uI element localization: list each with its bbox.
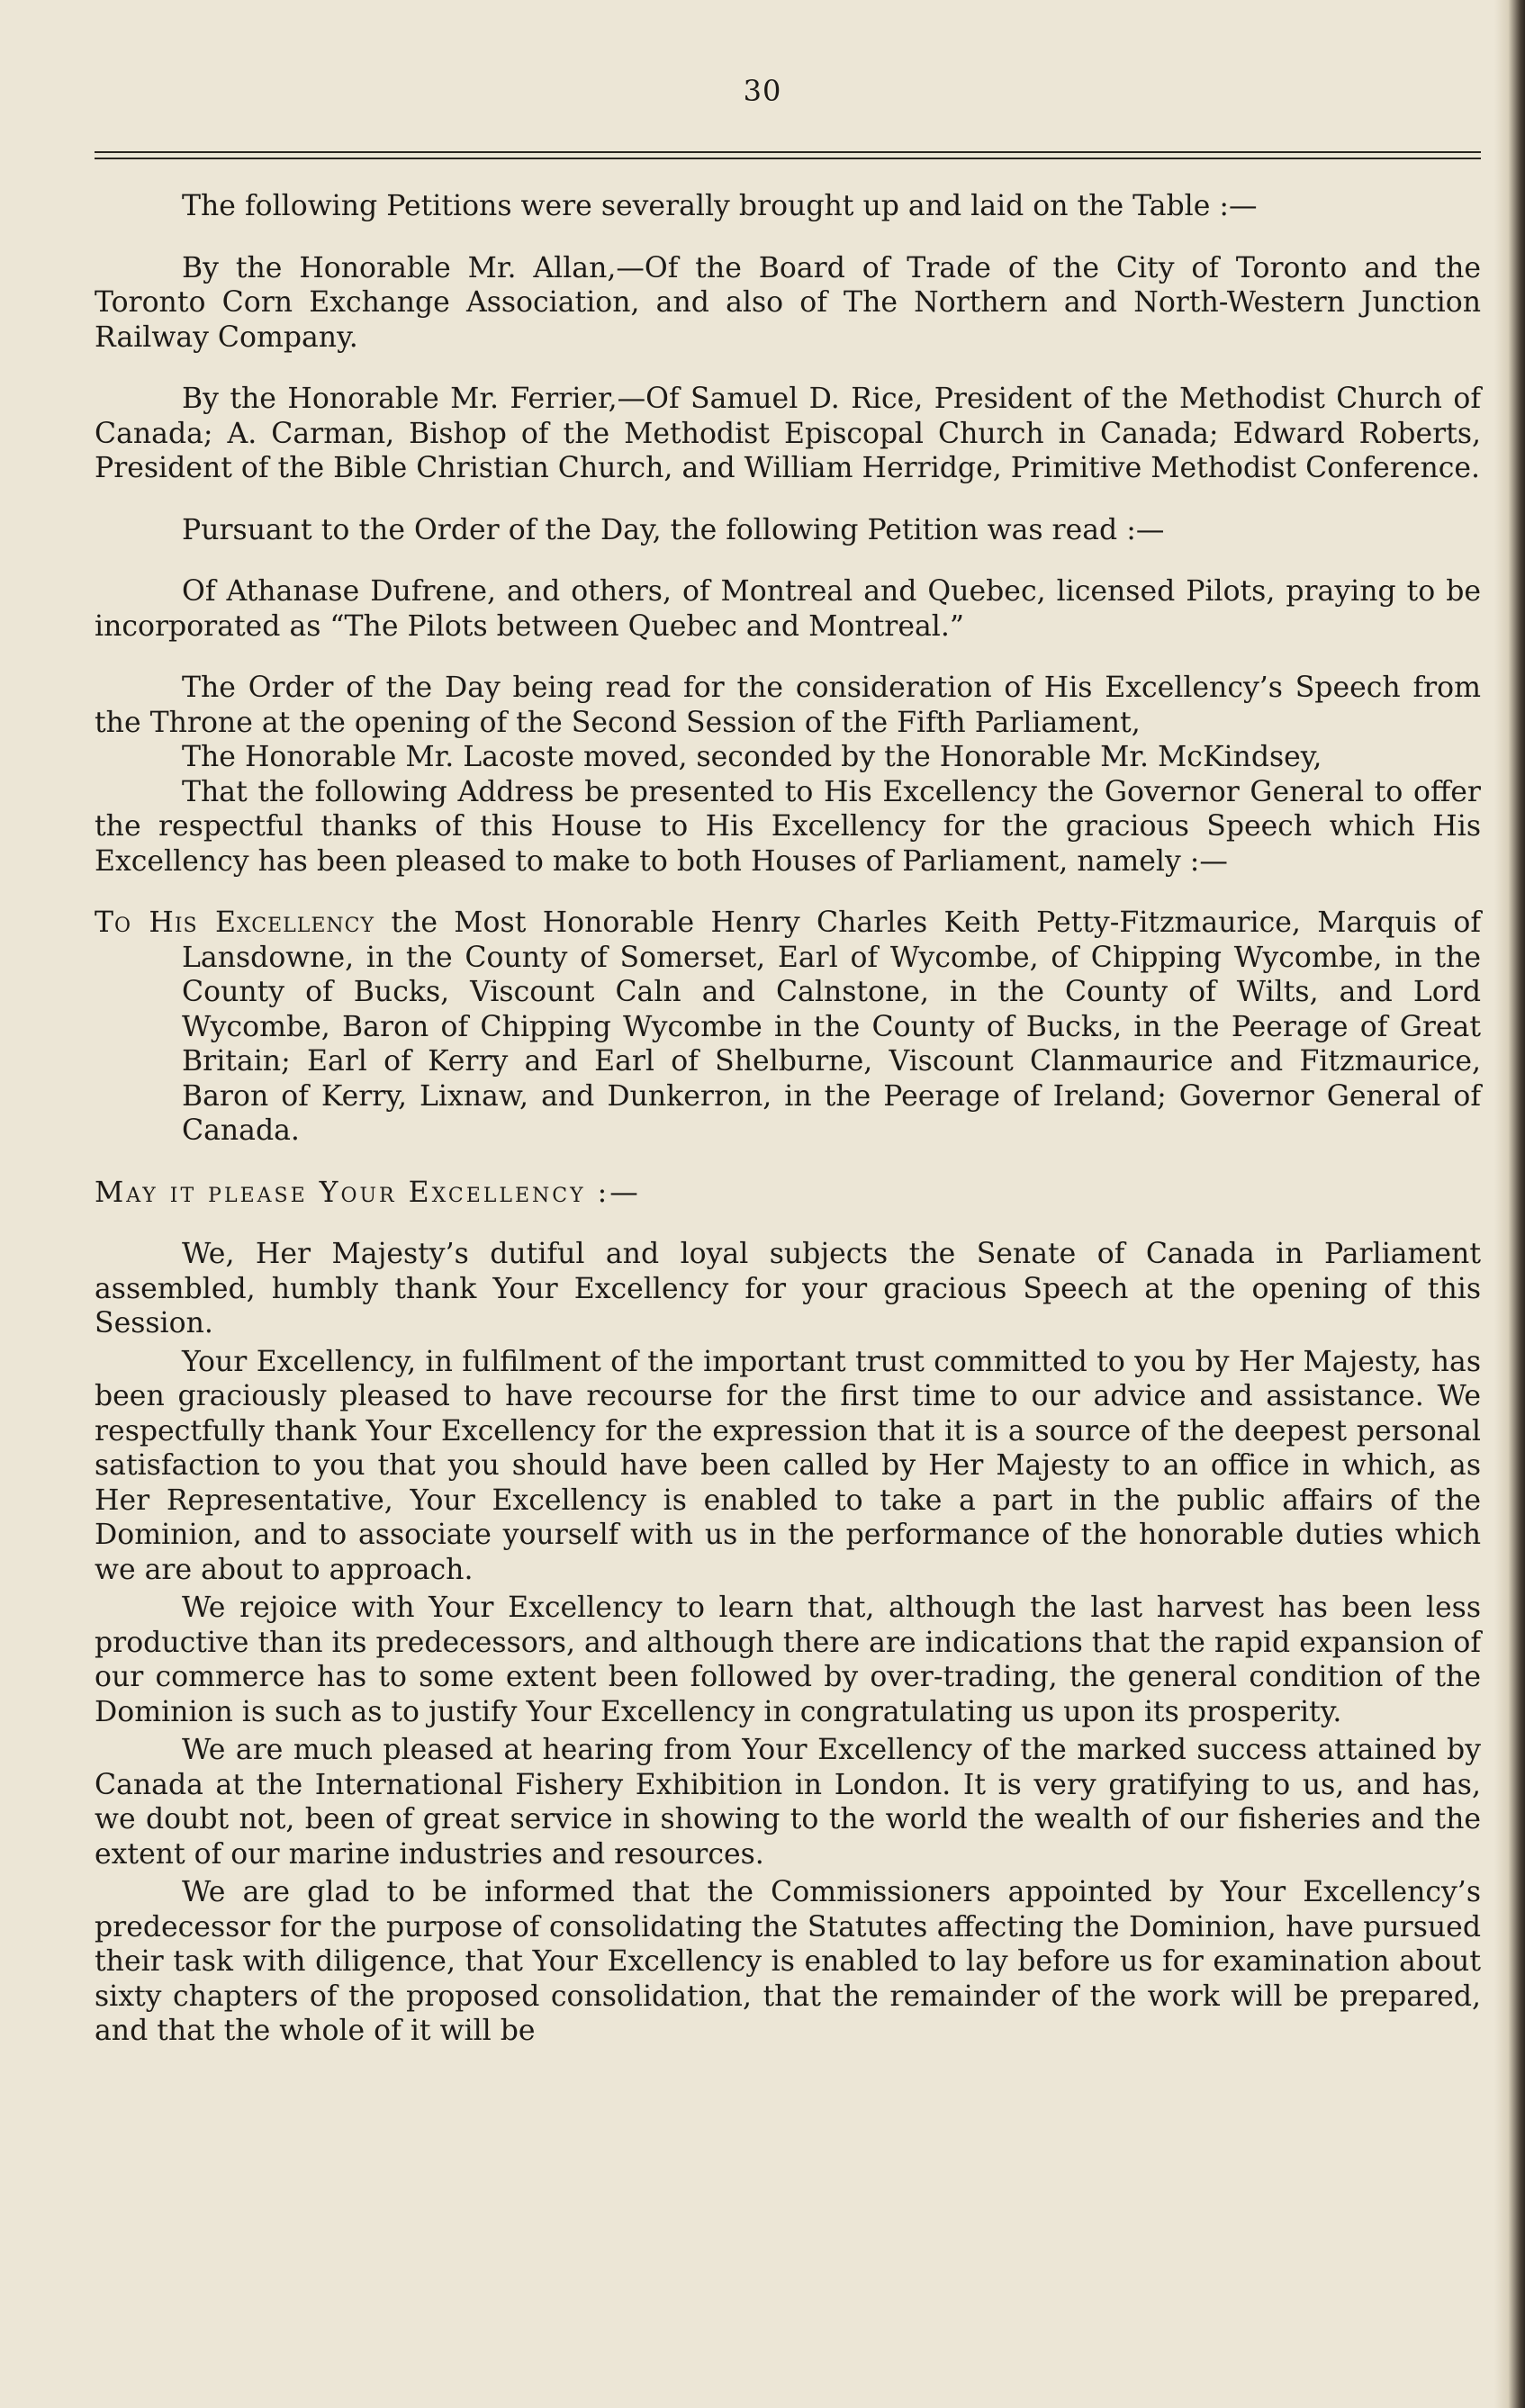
petition-ferrier: By the Honorable Mr. Ferrier,—Of Samuel D. Rice, President of the Methodist Church of Canada; A. Carman, Bishop of the Methodist Episcopal Church in Canada; Edward Roberts, President of the Bible Christian Church, and William Herridge, Primitive Methodist Conference.: [95, 383, 1481, 484]
address-recipient: [95, 906, 1481, 1149]
page-number: 30: [743, 74, 782, 108]
paragraph-fishery: We are much pleased at hearing from Your Excellency of the marked success attained by Canada at the International Fishery Exhibition in London. It is very gratifying to us, and has, we doubt not, been of great service in showing to the world the wealth of our fisheries and the extent of our marine industries and resources.: [95, 1734, 1481, 1871]
speech-order: The Order of the Day being read for the consideration of His Excellency’s Speech from the Throne at the opening of the Second Session of the Fifth Parliament,: [95, 672, 1481, 739]
paragraph-trust: Your Excellency, in fulfilment of the important trust committed to you by Her Majesty, has been graciously pleased to have recourse for the first time to our advice and assistance. We respectfully thank Your Excellency for the expression that it is a source of the deepest personal satisfaction to you that you should have been called by Her Majesty to an office in which, as Her Representative, Your Excellency is enabled to take a part in the public affairs of the Dominion, and to associate yourself with us in the performance of the honorable duties which we are about to approach.: [95, 1345, 1481, 1586]
order-of-day: Pursuant to the Order of the Day, the following Petition was read :—: [182, 513, 1165, 546]
page-body: [95, 189, 1481, 2049]
petition-dufrene: Of Athanase Dufrene, and others, of Montreal and Quebec, licensed Pilots, praying to be incorporated as “The Pilots between Quebec and Montreal.”: [95, 575, 1481, 643]
address-to: the Most Honorable Henry Charles Keith Petty-Fitzmaurice, Marquis of Lansdowne, in the County of Somerset, Earl of Wycombe, of Chipping Wycombe, in the County of Bucks, Viscount Caln and Calnstone, in the County of Wilts, and Lord Wycombe, Baron of Chipping Wycombe in the County of Bucks, in the Peerage of Great Britain; Earl of Kerry and Earl of Shelburne, Viscount Clanmaurice and Fitzmaurice, Baron of Kerry, Lixnaw, and Dunkerron, in the Peerage of Ireland; Governor General of Canada.: [182, 906, 1482, 1147]
petitions-intro: The following Petitions were severally brought up and laid on the Table :—: [182, 190, 1258, 222]
paragraph-thanks: We, Her Majesty’s dutiful and loyal subjects the Senate of Canada in Parliament assembled, humbly thank Your Excellency for your gracious Speech at the opening of this Session.: [95, 1238, 1481, 1339]
petition-allan: By the Honorable Mr. Allan,—Of the Board of Trade of the City of Toronto and the Toronto Corn Exchange Association, and also of The Northern and North-Western Junction Railway Company.: [95, 251, 1481, 354]
page-edge-shadow: [1494, 0, 1525, 2408]
motion: The Honorable Mr. Lacoste moved, seconded by the Honorable Mr. McKindsey,: [182, 741, 1322, 773]
header-double-rule: [95, 151, 1481, 159]
salutation: May it please Your Excellency :—: [95, 1176, 641, 1209]
address-lead: To His Excellency: [95, 906, 375, 939]
paragraph-statutes: We are glad to be informed that the Commissioners appointed by Your Excellency’s predecessor for the purpose of consolidating the Statutes affecting the Dominion, have pursued their task with diligence, that Your Excellency is enabled to lay before us for examination about sixty chapters of the proposed consolidation, that the remainder of the work will be prepared, and that the whole of it will be: [95, 1876, 1481, 2047]
paragraph-harvest: We rejoice with Your Excellency to learn that, although the last harvest has been less productive than its predecessors, and although there are indications that the rapid expansion of our commerce has to some extent been followed by over-trading, the general condition of the Dominion is such as to justify Your Excellency in congratulating us upon its prosperity.: [95, 1592, 1481, 1728]
address-intro: That the following Address be presented to His Excellency the Governor General to offer the respectful thanks of this House to His Excellency for the gracious Speech which His Excellency has been pleased to make to both Houses of Parliament, namely :—: [95, 775, 1481, 878]
